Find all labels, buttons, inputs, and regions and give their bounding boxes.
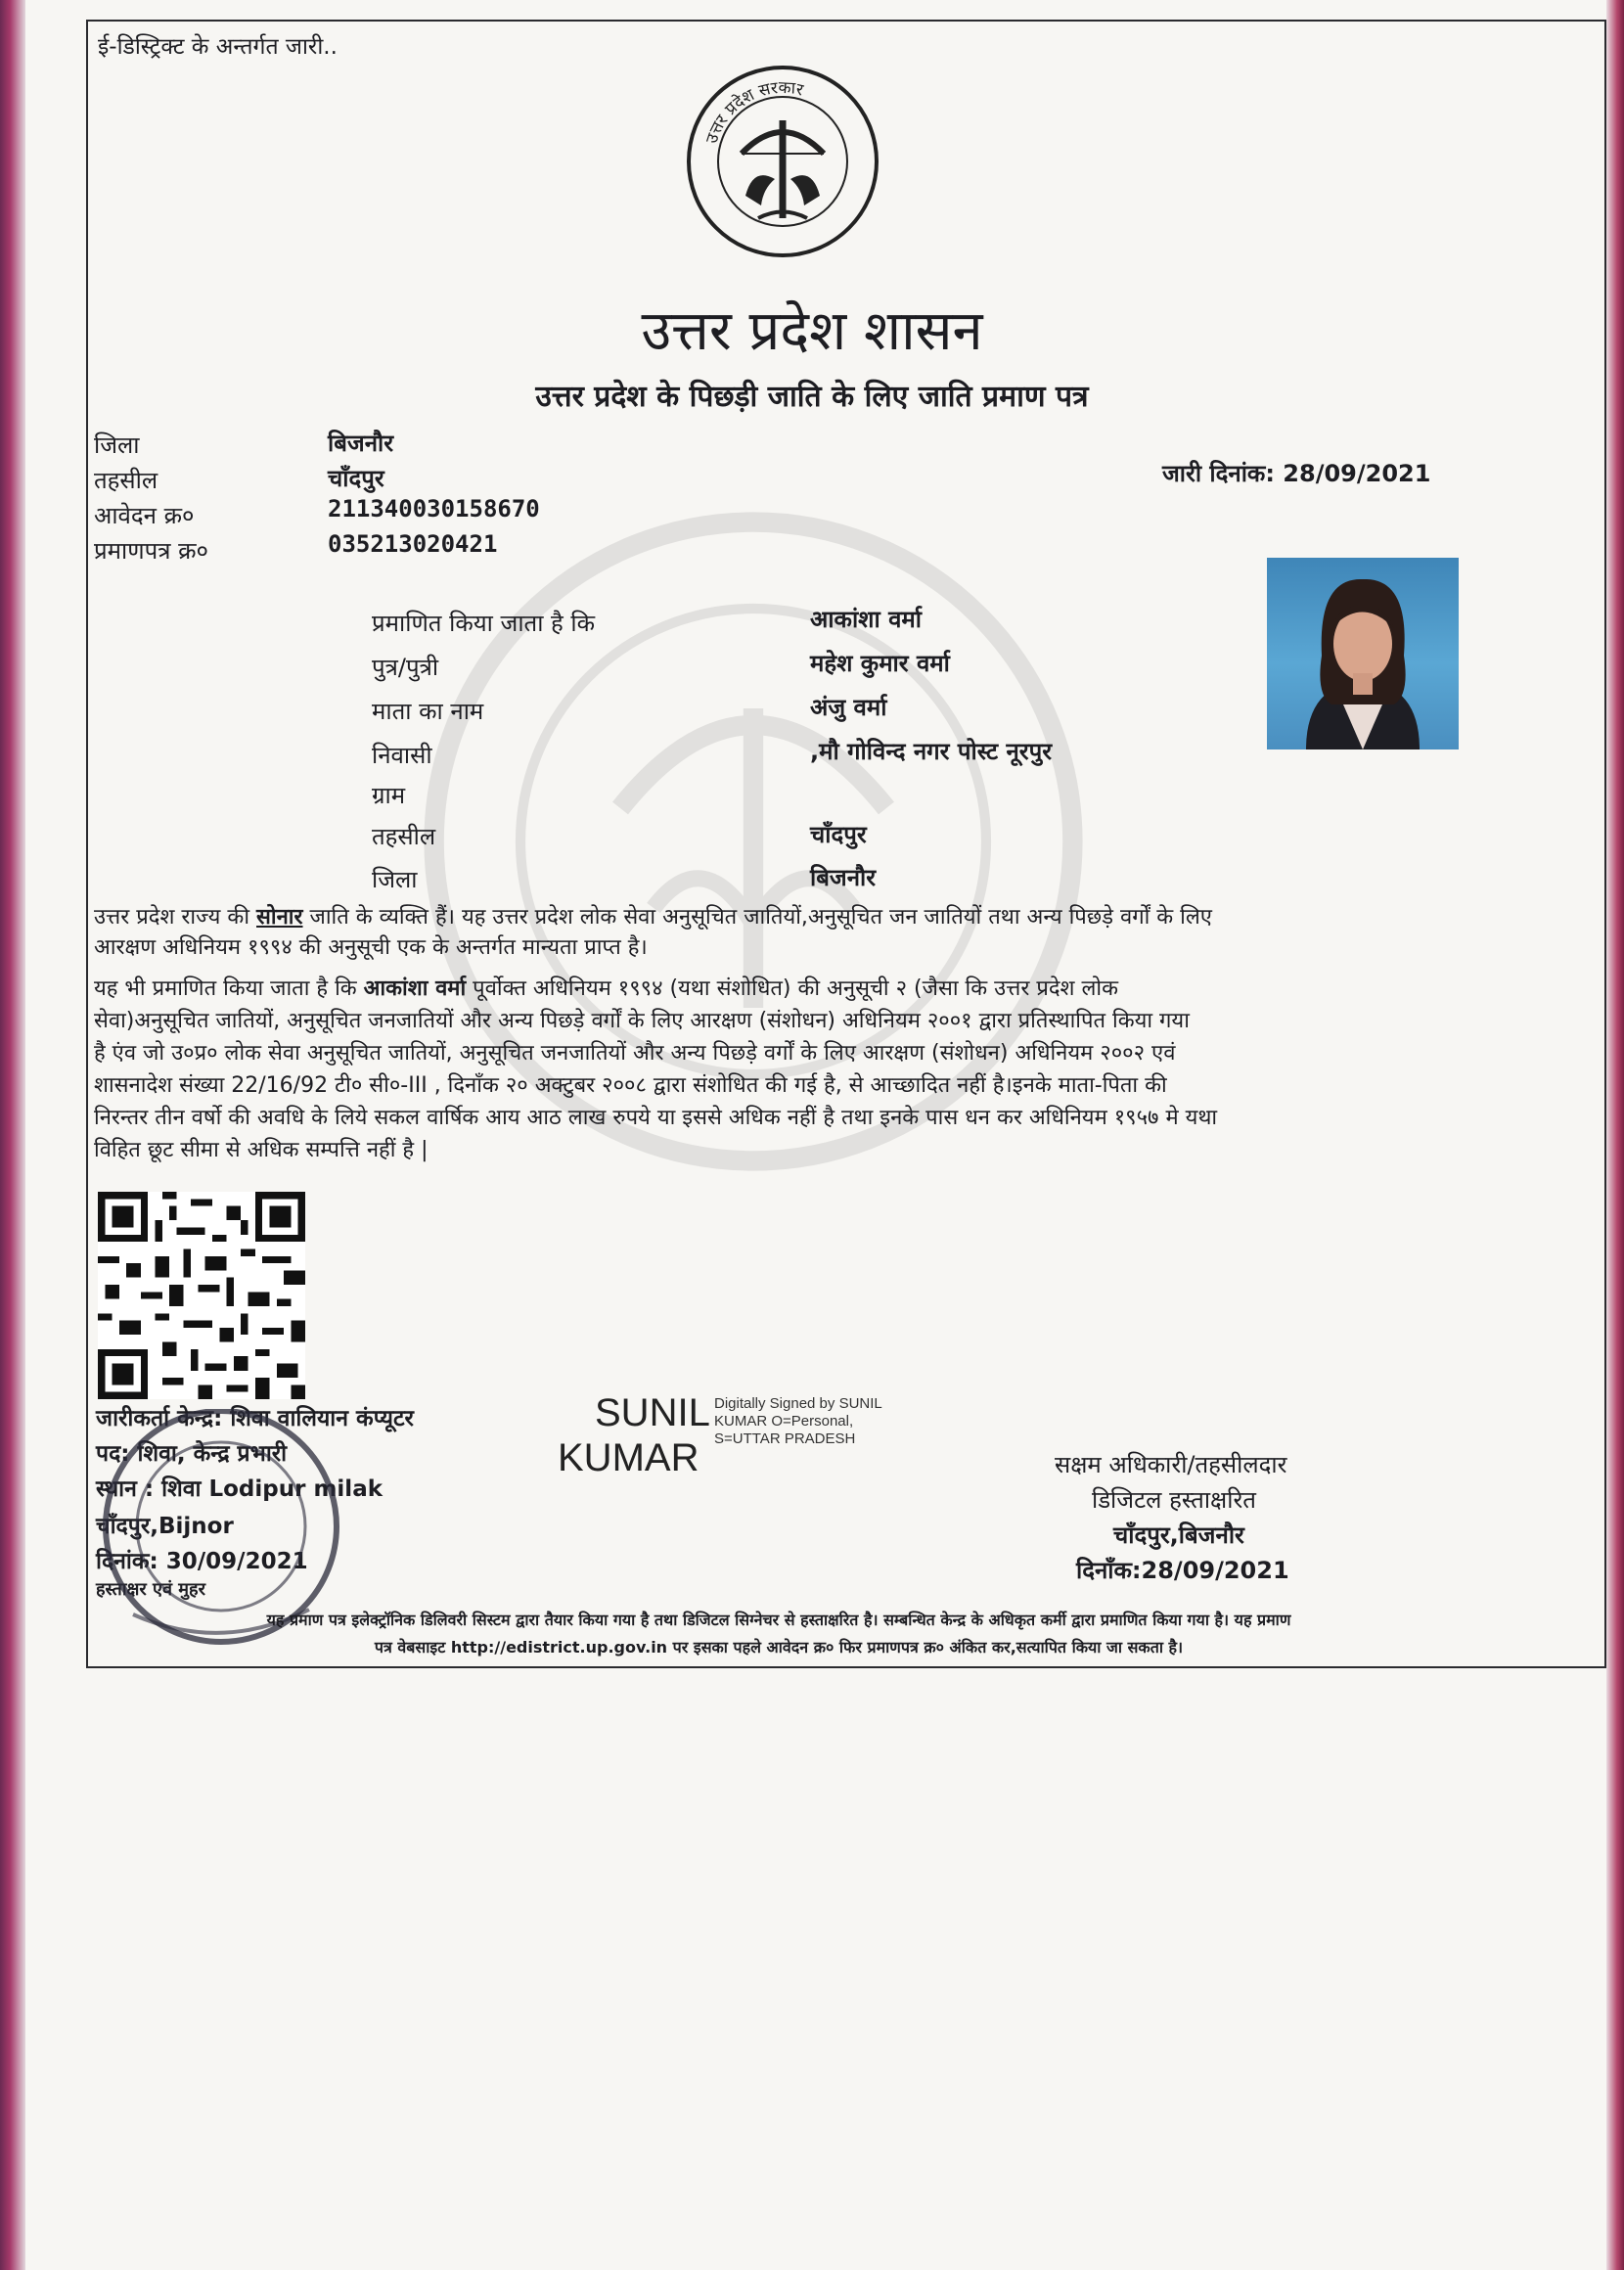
certificate-number-value: 035213020421 [328,530,498,558]
certificate-title: उत्तर प्रदेश के पिछड़ी जाति के लिए जाति प्रमाण पत्र [535,380,1089,414]
district-label: जिला [94,431,140,459]
certified-label: प्रमाणित किया जाता है कि [372,610,596,637]
person-photo-icon [1267,558,1459,749]
application-number-value: 211340030158670 [328,495,540,522]
issuer-centre: जारीकर्ता केन्द्र: शिवा वालियान कंप्यूटर [96,1406,414,1431]
digital-signature-detail-2: KUMAR O=Personal, [714,1413,854,1430]
person-district-value: बिजनौर [810,864,877,891]
tehsil-value: चाँदपुर [328,465,384,492]
footer-line1: यह प्रमाण पत्र इलेक्ट्रॉनिक डिलिवरी सिस्टम द्वारा तैयार किया गया है तथा डिजिटल सिग्नेचर से हस्ताक्षरित है। सम्बन्धित केन्द्र के अधिकृत कर्मी द्वारा प्रमाणित किया गया है। यह प्रमाण [266,1611,1291,1629]
digital-signer-name-line2: KUMAR [558,1436,699,1479]
verification-qr-code[interactable] [98,1192,305,1399]
paragraph-caste [94,902,1464,963]
government-title: उत्तर प्रदेश शासन [641,299,983,363]
person-district-label: जिला [372,866,418,893]
mother-label: माता का नाम [372,698,484,725]
header-note: ई-डिस्ट्रिक्ट के अन्तर्गत जारी.. [98,34,338,60]
authority-date: दिनाँक:28/09/2021 [1076,1557,1289,1584]
tehsil-label: तहसील [94,467,158,494]
resident-label: निवासी [372,742,432,769]
person-tehsil-label: तहसील [372,823,436,850]
application-number-label: आवेदन क्र० [94,502,195,529]
person-tehsil-value: चाँदपुर [810,821,867,848]
issuer-signature-label: हस्ताक्षर एवं मुहर [96,1579,205,1600]
up-govt-emblem-icon [685,64,880,259]
para2-line3: है एंव जो उ०प्र० लोक सेवा अनुसूचित जातियों, अनुसूचित जनजातियों और अन्य पिछड़े वर्गों के लिए आरक्षण (संशोधन) अधिनियम २००२ एवं [94,1041,1176,1066]
authority-place: चाँदपुर,बिजनौर [1113,1521,1244,1549]
issuer-designation: पद: शिवा, केन्द्र प्रभारी [96,1441,288,1467]
para2-text-end: पूर्वोक्त अधिनियम १९९४ (यथा संशोधित) की अनुसूची २ (जैसा कि उत्तर प्रदेश लोक [466,976,1119,1001]
authority-title: सक्षम अधिकारी/तहसीलदार [1055,1451,1287,1478]
digital-signer-name-line1: SUNIL [595,1391,710,1434]
issue-date: जारी दिनांक: 28/09/2021 [1162,460,1431,487]
certificate-number-label: प्रमाणपत्र क्र० [94,537,208,565]
footer-line2: पत्र वेबसाइट http://edistrict.up.gov.in पर इसका पहले आवेदन क्र० फिर प्रमाणपत्र क्र० अंकित कर,सत्यापित किया जा सकता है। [374,1638,1184,1657]
father-name: महेश कुमार वर्मा [810,650,950,677]
para2-line6: विहित छूट सीमा से अधिक सम्पत्ति नहीं है | [94,1138,429,1162]
paragraph-certification [94,973,1464,1166]
district-value: बिजनौर [328,430,394,457]
resident-value: ,मौ गोविन्द नगर पोस्ट नूरपुर [810,738,1053,765]
para2-line4: शासनादेश संख्या 22/16/92 टी० सी०-III , दिनाँक २० अक्टुबर २००८ द्वारा संशोधित की गई है, से आच्छादित नहीं है।इनके माता-पिता की [94,1073,1167,1098]
digital-signature-detail-3: S=UTTAR PRADESH [714,1430,856,1447]
para2-text-start: यह भी प्रमाणित किया जाता है कि [94,976,364,1001]
digital-signature-detail-1: Digitally Signed by SUNIL [714,1395,882,1412]
para2-applicant-name: आकांशा वर्मा [363,976,467,1001]
para1-line2: आरक्षण अधिनियम १९९४ की अनुसूची एक के अन्तर्गत मान्यता प्राप्त है। [94,935,648,960]
para2-line2: सेवा)अनुसूचित जातियों, अनुसूचित जनजातियों और अन्य पिछड़े वर्गों के लिए आरक्षण (संशोधन) अधिनियम २००१ द्वारा प्रतिस्थापित किया गया [94,1009,1190,1033]
issuer-date: दिनांक: 30/09/2021 [96,1549,308,1574]
issuer-address: चाँदपुर,Bijnor [96,1514,234,1539]
para2-line5: निरन्तर तीन वर्षो की अवधि के लिये सकल वार्षिक आय आठ लाख रुपये या इससे अधिक नहीं है तथा इनके पास धन कर अधिनियम १९५७ मे यथा [94,1106,1218,1130]
para1-text-start: उत्तर प्रदेश राज्य की [94,905,257,930]
emblem-text: उत्तर प्रदेश सरकार [701,77,805,147]
verification-footer [94,1607,1464,1661]
authority-signed: डिजिटल हस्ताक्षरित [1092,1486,1256,1514]
caste-name: सोनार [256,905,303,930]
mother-name: अंजु वर्मा [810,694,887,721]
village-label: ग्राम [372,782,406,809]
applicant-photo [1267,558,1459,749]
para1-text-end: जाति के व्यक्ति हैं। यह उत्तर प्रदेश लोक सेवा अनुसूचित जातियों,अनुसूचित जन जातियों तथा अन्य पिछड़े वर्गों के लिए [302,905,1212,930]
child-of-label: पुत्र/पुत्री [372,654,439,681]
issuer-place: स्थान : शिवा Lodipur milak [96,1476,383,1502]
applicant-name: आकांशा वर्मा [810,606,922,633]
